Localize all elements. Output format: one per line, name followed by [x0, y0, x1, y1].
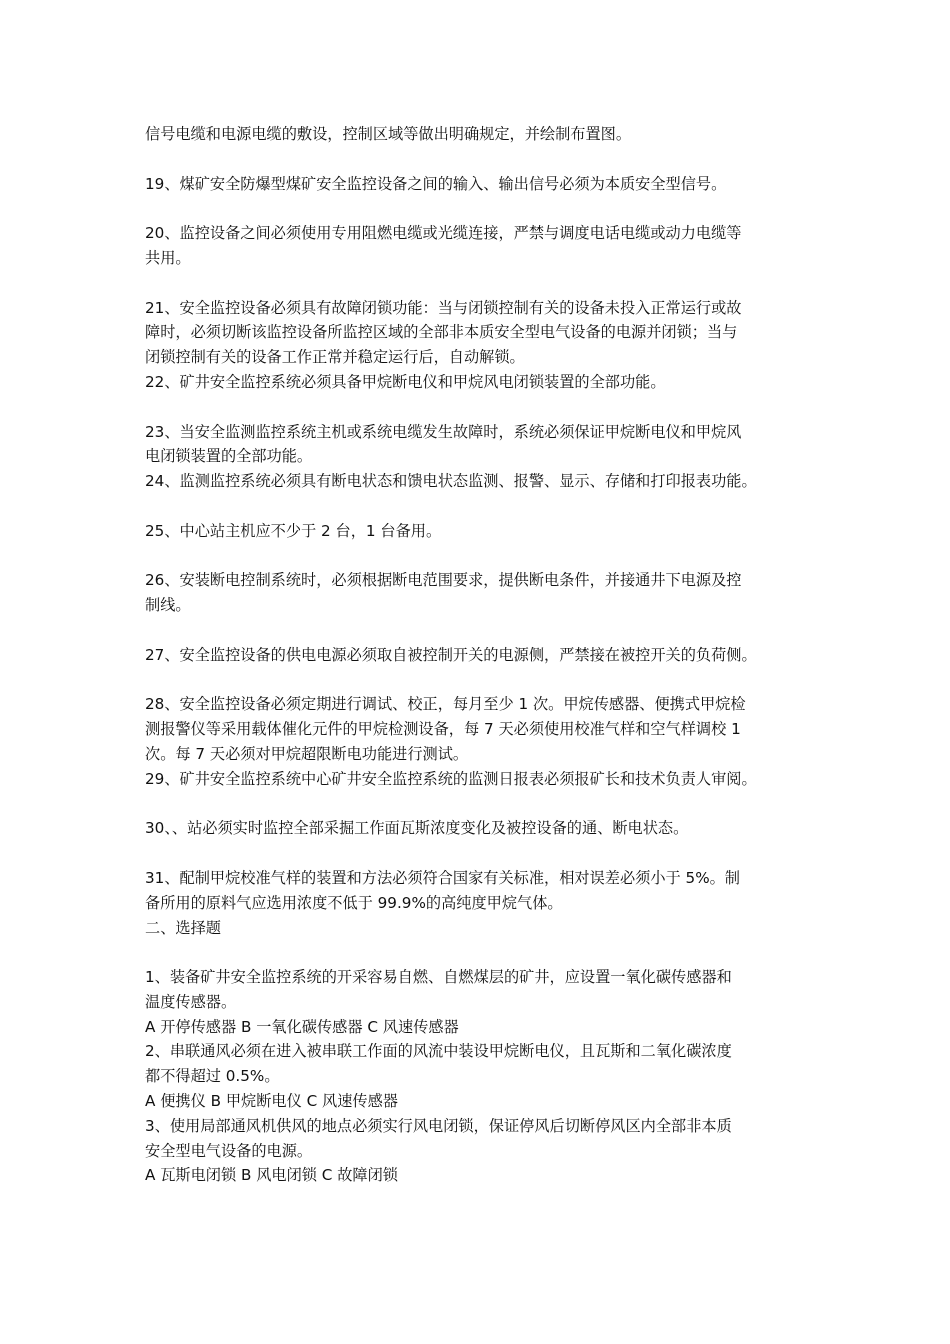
document-page — [145, 122, 813, 1188]
text-line: 闭锁控制有关的设备工作正常并稳定运行后，自动解锁。 — [145, 348, 525, 367]
text-line: 信号电缆和电源电缆的敷设，控制区域等做出明确规定，并绘制布置图。 — [145, 125, 631, 143]
question-text: 3、使用局部通风机供风的地点必须实行风电闭锁，保证停风后切断停风区内全部非本质 — [145, 1116, 732, 1135]
blank-line — [145, 544, 813, 569]
answer-options: A 瓦斯电闭锁 B 风电闭锁 C 故障闭锁 — [145, 1166, 398, 1185]
question-text: 温度传感器。 — [145, 992, 237, 1011]
blank-line — [145, 147, 813, 172]
section-heading: 二、选择题 — [145, 918, 221, 937]
text-line: 备所用的原料气应选用浓度不低于 99.9%的高纯度甲烷气体。 — [145, 893, 563, 912]
text-line: 22、矿井安全监控系统必须具备甲烷断电仪和甲烷风电闭锁装置的全部功能。 — [145, 372, 666, 391]
blank-line — [145, 395, 813, 420]
text-line: 次。每 7 天必须对甲烷超限断电功能进行测试。 — [145, 744, 469, 763]
question-text: 2、串联通风必须在进入被串联工作面的风流中装设甲烷断电仪，且瓦斯和二氧化碳浓度 — [145, 1042, 732, 1061]
blank-line — [145, 841, 813, 866]
text-line: 障时，必须切断该监控设备所监控区域的全部非本质安全型电气设备的电源并闭锁；当与 — [145, 323, 738, 342]
text-line: 23、当安全监测监控系统主机或系统电缆发生故障时，系统必须保证甲烷断电仪和甲烷风 — [145, 422, 742, 441]
text-line: 28、安全监控设备必须定期进行调试、校正，每月至少 1 次。甲烷传感器、便携式甲烷检 — [145, 695, 746, 714]
text-line: 30、、站必须实时监控全部采掘工作面瓦斯浓度变化及被控设备的通、断电状态。 — [145, 819, 689, 838]
question-text: 安全型电气设备的电源。 — [145, 1141, 313, 1160]
text-line: 21、安全监控设备必须具有故障闭锁功能：当与闭锁控制有关的设备未投入正常运行或故 — [145, 298, 742, 317]
blank-line — [145, 494, 813, 519]
text-line: 共用。 — [145, 248, 191, 267]
blank-line — [145, 668, 813, 693]
blank-line — [145, 196, 813, 221]
text-line: 19、煤矿安全防爆型煤矿安全监控设备之间的输入、输出信号必须为本质安全型信号。 — [145, 174, 727, 193]
text-line: 25、中心站主机应不少于 2 台，1 台备用。 — [145, 521, 442, 540]
text-line: 制线。 — [145, 596, 191, 615]
answer-options: A 便携仪 B 甲烷断电仪 C 风速传感器 — [145, 1092, 398, 1111]
blank-line — [145, 271, 813, 296]
text-line: 29、矿井安全监控系统中心矿井安全监控系统的监测日报表必须报矿长和技术负责人审阅。 — [145, 769, 757, 788]
text-line: 26、安装断电控制系统时，必须根据断电范围要求，提供断电条件，并接通井下电源及控 — [145, 571, 742, 590]
question-text: 都不得超过 0.5%。 — [145, 1067, 280, 1086]
blank-line — [145, 940, 813, 965]
text-line: 测报警仪等采用载体催化元件的甲烷检测设备，每 7 天必须使用校准气样和空气样调校 1 — [145, 720, 741, 739]
text-line: 31、配制甲烷校准气样的装置和方法必须符合国家有关标准，相对误差必须小于 5%。制 — [145, 868, 740, 887]
blank-line — [145, 618, 813, 643]
question-text: 1、装备矿井安全监控系统的开采容易自燃、自燃煤层的矿井，应设置一氧化碳传感器和 — [145, 968, 732, 987]
text-line: 27、安全监控设备的供电电源必须取自被控制开关的电源侧，严禁接在被控开关的负荷侧。 — [145, 645, 757, 664]
text-line: 24、监测监控系统必须具有断电状态和馈电状态监测、报警、显示、存储和打印报表功能。 — [145, 472, 757, 491]
blank-line — [145, 792, 813, 817]
text-line: 电闭锁装置的全部功能。 — [145, 447, 313, 466]
answer-options: A 开停传感器 B 一氧化碳传感器 C 风速传感器 — [145, 1017, 459, 1036]
text-line: 20、监控设备之间必须使用专用阻燃电缆或光缆连接，严禁与调度电话电缆或动力电缆等 — [145, 224, 742, 243]
